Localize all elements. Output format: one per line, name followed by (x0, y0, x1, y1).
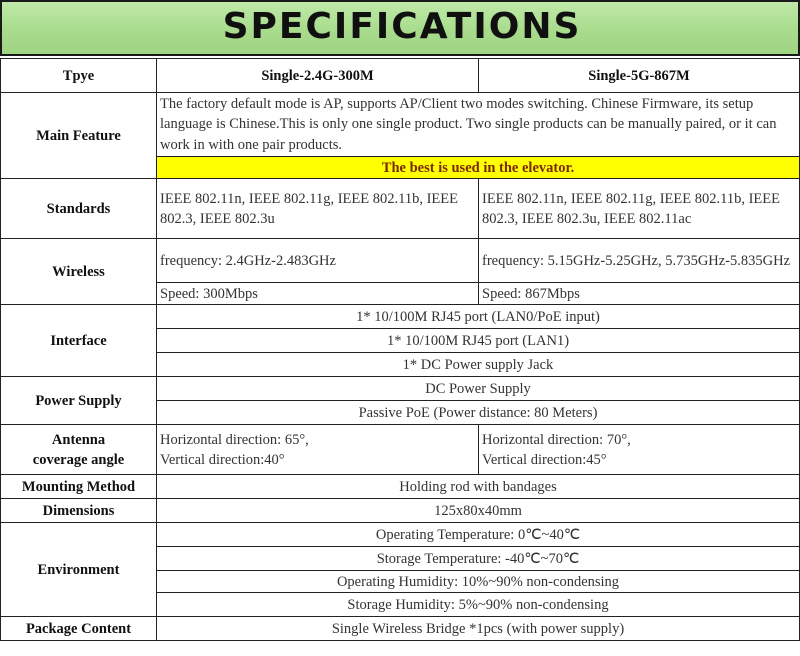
header-col-2: Single-5G-867M (479, 59, 800, 93)
power-supply-item: Passive PoE (Power distance: 80 Meters) (157, 401, 800, 425)
environment-item: Storage Temperature: -40℃~70℃ (157, 547, 800, 571)
table-row (1, 475, 800, 499)
spec-table (0, 58, 800, 641)
label-main-feature: Main Feature (1, 93, 157, 179)
interface-item: 1* 10/100M RJ45 port (LAN1) (157, 329, 800, 353)
label-wireless: Wireless (1, 239, 157, 305)
label-antenna (1, 425, 157, 475)
power-supply-item: DC Power Supply (157, 377, 800, 401)
label-power-supply: Power Supply (1, 377, 157, 425)
table-row (1, 239, 800, 283)
environment-item: Operating Temperature: 0℃~40℃ (157, 523, 800, 547)
table-row (1, 179, 800, 239)
table-row (1, 425, 800, 475)
table-row (1, 523, 800, 547)
standards-col-1: IEEE 802.11n, IEEE 802.11g, IEEE 802.11b, IEEE 802.3, IEEE 802.3u (157, 179, 479, 239)
header-type: Tpye (1, 59, 157, 93)
antenna-col-1-horizontal: Horizontal direction: 65°, (160, 431, 309, 448)
interface-item: 1* 10/100M RJ45 port (LAN0/PoE input) (157, 305, 800, 329)
label-environment: Environment (1, 523, 157, 617)
antenna-col-1 (157, 425, 479, 475)
wireless-frequency-1: frequency: 2.4GHz-2.483GHz (157, 239, 479, 283)
standards-col-2: IEEE 802.11n, IEEE 802.11g, IEEE 802.11b, IEEE 802.3, IEEE 802.3u, IEEE 802.11ac (479, 179, 800, 239)
interface-item: 1* DC Power supply Jack (157, 353, 800, 377)
label-antenna-line-1: Antenna (51, 431, 106, 448)
table-row (1, 377, 800, 401)
table-header-row (1, 59, 800, 93)
label-package: Package Content (1, 617, 157, 641)
label-mounting: Mounting Method (1, 475, 157, 499)
wireless-speed-2: Speed: 867Mbps (479, 283, 800, 305)
dimensions-value: 125x80x40mm (157, 499, 800, 523)
page-title: SPECIFICATIONS (222, 6, 582, 47)
antenna-col-1-vertical: Vertical direction:40° (160, 451, 285, 468)
label-dimensions: Dimensions (1, 499, 157, 523)
wireless-speed-1: Speed: 300Mbps (157, 283, 479, 305)
table-row (1, 305, 800, 329)
environment-item: Storage Humidity: 5%~90% non-condensing (157, 593, 800, 617)
title-banner (0, 0, 800, 56)
header-col-1: Single-2.4G-300M (157, 59, 479, 93)
label-interface: Interface (1, 305, 157, 377)
main-feature-text: The factory default mode is AP, supports AP/Client two modes switching. Chinese Firmware, its setup language is Chinese.This is only one single product. Two single products can be manually paired, or it can work in with one pair products. (157, 93, 800, 157)
mounting-value: Holding rod with bandages (157, 475, 800, 499)
table-row (1, 93, 800, 157)
label-antenna-line-2: coverage angle (32, 451, 125, 468)
environment-item: Operating Humidity: 10%~90% non-condensing (157, 571, 800, 593)
wireless-frequency-2: frequency: 5.15GHz-5.25GHz, 5.735GHz-5.835GHz (479, 239, 800, 283)
antenna-col-2-horizontal: Horizontal direction: 70°, (482, 431, 631, 448)
table-row (1, 499, 800, 523)
main-feature-highlight: The best is used in the elevator. (157, 157, 800, 179)
antenna-col-2-vertical: Vertical direction:45° (482, 451, 607, 468)
label-standards: Standards (1, 179, 157, 239)
antenna-col-2 (479, 425, 800, 475)
table-row (1, 617, 800, 641)
package-value: Single Wireless Bridge *1pcs (with power supply) (157, 617, 800, 641)
